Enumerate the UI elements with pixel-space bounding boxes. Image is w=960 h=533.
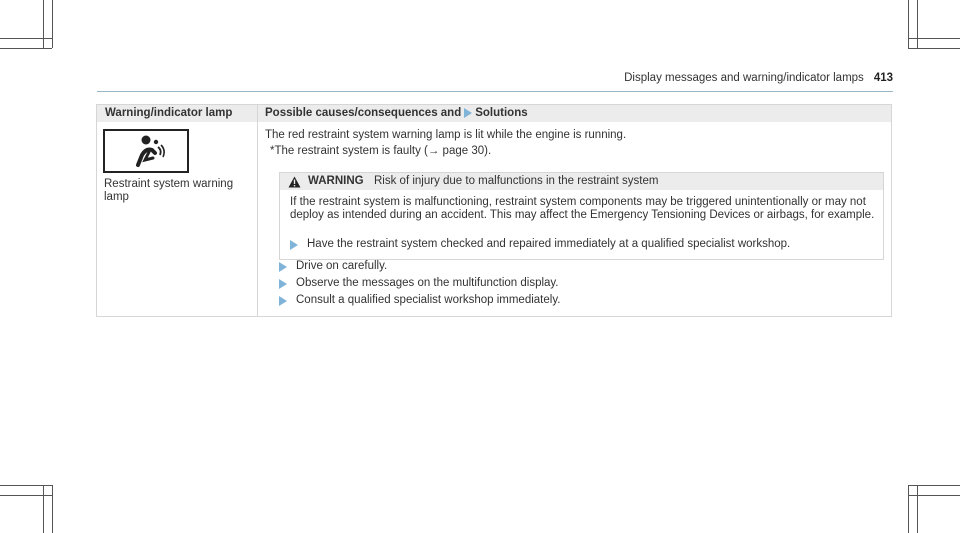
crop-mark xyxy=(0,38,52,39)
warning-triangle-icon xyxy=(288,175,301,193)
column-header-solutions-label: Solutions xyxy=(475,107,528,119)
warning-body: If the restraint system is malfunctioning, restraint system components may be triggered unintentionally or may not deploy as intended during an accident. This may affect the Emergency Tensioning Devices or airbags, for example. xyxy=(290,196,875,221)
page-header xyxy=(0,72,893,84)
column-header-causes xyxy=(265,107,528,119)
crop-mark xyxy=(0,495,52,496)
warning-risk: Risk of injury due to malfunctions in the restraint system xyxy=(374,175,659,187)
crop-mark xyxy=(52,485,53,533)
step-text: Consult a qualified specialist workshop immediately. xyxy=(296,294,561,306)
arrow-right-icon xyxy=(279,262,287,272)
column-header-causes-label: Possible causes/consequences and xyxy=(265,107,462,119)
lamp-label: Restraint system warning lamp xyxy=(104,178,234,203)
crop-mark xyxy=(908,485,960,486)
arrow-right-icon xyxy=(279,296,287,306)
page-number: 413 xyxy=(873,72,893,84)
header-title: Display messages and warning/indicator lamps xyxy=(624,72,864,84)
arrow-right-icon xyxy=(279,279,287,289)
crop-mark xyxy=(908,0,909,48)
crop-mark xyxy=(917,0,918,48)
step-text: Drive on carefully. xyxy=(296,260,388,272)
crop-mark xyxy=(0,48,52,49)
crop-mark xyxy=(43,485,44,533)
crop-mark xyxy=(0,485,52,486)
warning-lamp-table xyxy=(96,104,892,317)
crop-mark xyxy=(52,0,53,48)
arrow-right-icon xyxy=(464,108,472,118)
warning-header xyxy=(280,173,883,190)
crop-mark xyxy=(917,485,918,533)
crop-mark xyxy=(43,0,44,48)
table-header-row xyxy=(97,105,891,122)
arrow-right-icon xyxy=(290,240,298,250)
crop-mark xyxy=(908,48,960,49)
column-divider xyxy=(257,105,258,316)
warning-title: WARNING xyxy=(308,175,364,187)
step-text: Observe the messages on the multifunction display. xyxy=(296,277,559,289)
crop-mark xyxy=(908,485,909,533)
warning-action-text: Have the restraint system checked and repaired immediately at a qualified specialist workshop. xyxy=(307,238,791,250)
cause-line-1: The red restraint system warning lamp is lit while the engine is running. xyxy=(265,129,627,141)
warning-box xyxy=(279,172,884,260)
crop-mark xyxy=(908,495,960,496)
header-rule xyxy=(97,91,893,92)
crop-mark xyxy=(908,38,960,39)
airbag-passenger-icon xyxy=(103,129,189,173)
cause-line-2: *The restraint system is faulty (→ page 30). xyxy=(270,145,492,157)
column-header-lamp: Warning/indicator lamp xyxy=(105,107,233,119)
